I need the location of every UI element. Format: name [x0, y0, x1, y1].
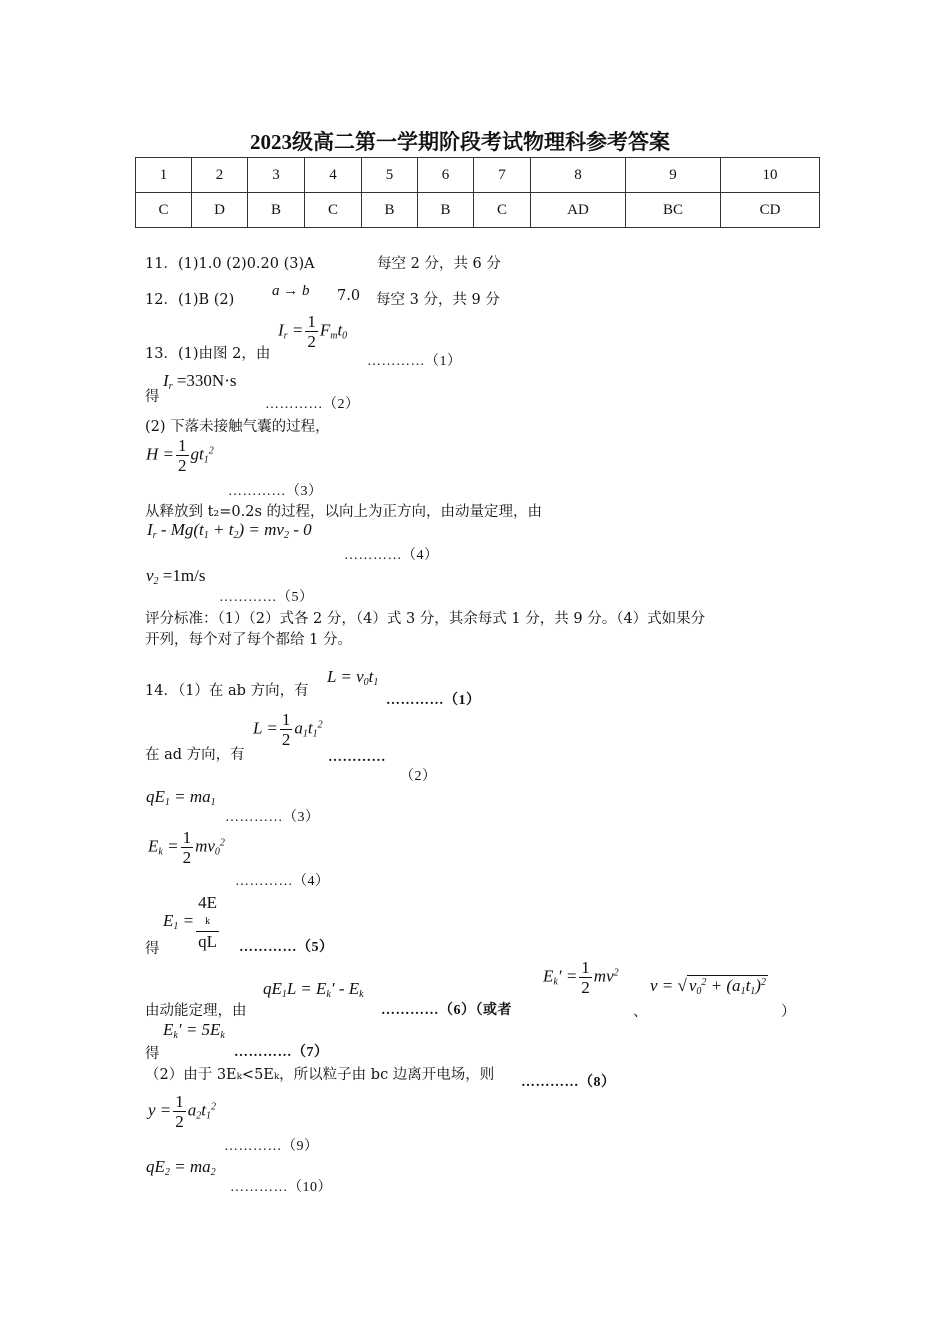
- q12-answers: 12．(1)B (2): [145, 292, 235, 308]
- q14-mark-8: …………（8）: [521, 1075, 616, 1090]
- q14-separator: 、: [633, 1004, 648, 1020]
- eq2-impulse: $I_r =330N\cdot s$: [163, 371, 237, 392]
- page-title: 2023级高二第一学期阶段考试物理科参考答案: [250, 130, 670, 154]
- q14-mark-9: …………（9）: [224, 1139, 319, 1154]
- q14-close: ）: [781, 1004, 796, 1020]
- answer-cell: B: [362, 193, 418, 228]
- eq3-mark: …………（3）: [228, 484, 323, 499]
- question-number-cell: 3: [248, 158, 305, 193]
- eq-velocity-root: v = √ $v_0^2 + (a_1t_1)^2$: [650, 976, 766, 997]
- q11-answers: 11．(1)1.0 (2)0.20 (3)A: [145, 256, 315, 272]
- question-number-cell: 1: [136, 158, 192, 193]
- question-number-cell: 2: [192, 158, 248, 193]
- eq5-mark: …………（5）: [219, 590, 314, 605]
- answer-cell: C: [305, 193, 362, 228]
- eq2-mark: …………（2）: [265, 397, 360, 412]
- eq5-value: =1m/s: [162, 566, 206, 585]
- eq-energy-theorem: $qE_1L = E_k' - E_k$: [263, 979, 364, 1000]
- question-number-cell: 6: [418, 158, 474, 193]
- eq-Ek: $E_k$ = $\frac{1}{2}$ $mv_0^2$: [148, 828, 225, 867]
- eq3-height: H = $\frac{1}{2}$ $gt_1^2$: [146, 436, 214, 475]
- q14-mark-2-dots: …………: [328, 750, 386, 765]
- q14-part2: （2）由于 3Eₖ<5Eₖ，所以粒子由 bc 边离开电场，则: [145, 1067, 495, 1083]
- q14-mark-6: …………（6）（或者: [381, 1003, 512, 1018]
- q14-de-5: 得: [145, 941, 160, 957]
- q14-mark-1: …………（1）: [386, 693, 481, 708]
- q14-mark-3: …………（3）: [225, 810, 320, 825]
- answer-cell: C: [136, 193, 192, 228]
- answer-cell: C: [474, 193, 531, 228]
- eq-E1: $E_1$ = 4E k qL: [163, 893, 218, 951]
- q13-part2: (2) 下落未接触气囊的过程，: [145, 419, 330, 435]
- question-number-cell: 9: [626, 158, 721, 193]
- question-number-cell: 8: [531, 158, 626, 193]
- question-number-cell: 5: [362, 158, 418, 193]
- answer-cell: BC: [626, 193, 721, 228]
- eq4-mark: …………（4）: [344, 548, 439, 563]
- q12-direction: a → b: [272, 283, 310, 299]
- answer-cell: D: [192, 193, 248, 228]
- eq-impulse-area: $I_r$ = $\frac{1}{2}$ $F_mt_0$: [278, 312, 348, 351]
- q14-energy: 由动能定理，由: [145, 1003, 247, 1019]
- question-number-cell: 4: [305, 158, 362, 193]
- eq1-mark: …………（1）: [367, 354, 462, 369]
- q14-mark-10: …………（10）: [230, 1180, 332, 1195]
- answer-table: [135, 157, 820, 228]
- eq-Ek-prime: $E_k'$ = $\frac{1}{2}$ $mv^2$: [543, 958, 619, 997]
- eq-Ek-prime-result: $E_k' = 5E_k$: [163, 1020, 225, 1041]
- table-header-row: [136, 158, 820, 193]
- q14-mark-2-num: （2）: [400, 769, 437, 784]
- answer-cell: AD: [531, 193, 626, 228]
- table-answer-row: [136, 193, 820, 228]
- q14-mark-7: …………（7）: [234, 1045, 329, 1060]
- question-number-cell: 7: [474, 158, 531, 193]
- q11-scoring: 每空 2 分，共 6 分: [377, 256, 501, 272]
- eq-L-ad: L = $\frac{1}{2}$ $a_1t_1^2$: [253, 710, 323, 749]
- eq2-value: =330N·s: [176, 371, 237, 390]
- q13-de: 得: [145, 389, 160, 405]
- answer-cell: B: [418, 193, 474, 228]
- grading-line-2: 开列，每个对了每个都给 1 分。: [145, 632, 352, 648]
- eq5-velocity: $v_2 =1m/s$: [146, 566, 206, 587]
- eq4-momentum: $I_r - Mg(t_1 + t_2) = mv_2 - 0$: [147, 520, 312, 541]
- eq-qE2: $qE_2 = ma_2$: [146, 1157, 216, 1178]
- q12-scoring: 每空 3 分，共 9 分: [376, 292, 500, 308]
- question-number-cell: 10: [721, 158, 820, 193]
- q14-de-7: 得: [145, 1046, 160, 1062]
- q14-mark-5: …………（5）: [239, 940, 334, 955]
- q14-ad: 在 ad 方向，有: [145, 747, 245, 763]
- q12-value: 7.0: [337, 288, 361, 304]
- grading-line-1: 评分标准：（1）（2）式各 2 分，（4）式 3 分，其余每式 1 分，共 9 分。（4）式如果分: [145, 611, 706, 627]
- eq-L-ab: $L = v_0t_1$: [327, 667, 379, 688]
- q14-intro: 14．（1）在 ab 方向，有: [145, 683, 309, 699]
- eq-y: y = $\frac{1}{2}$ $a_2t_1^2$: [148, 1092, 217, 1131]
- q14-mark-4: …………（4）: [235, 874, 330, 889]
- eq-qE1: $qE_1 = ma_1$: [146, 787, 216, 808]
- q13-impulse-line: 从释放到 t₂=0.2s 的过程，以向上为正方向，由动量定理，由: [145, 504, 543, 520]
- answer-cell: CD: [721, 193, 820, 228]
- q13-intro: 13．(1)由图 2，由: [145, 346, 271, 362]
- answer-cell: B: [248, 193, 305, 228]
